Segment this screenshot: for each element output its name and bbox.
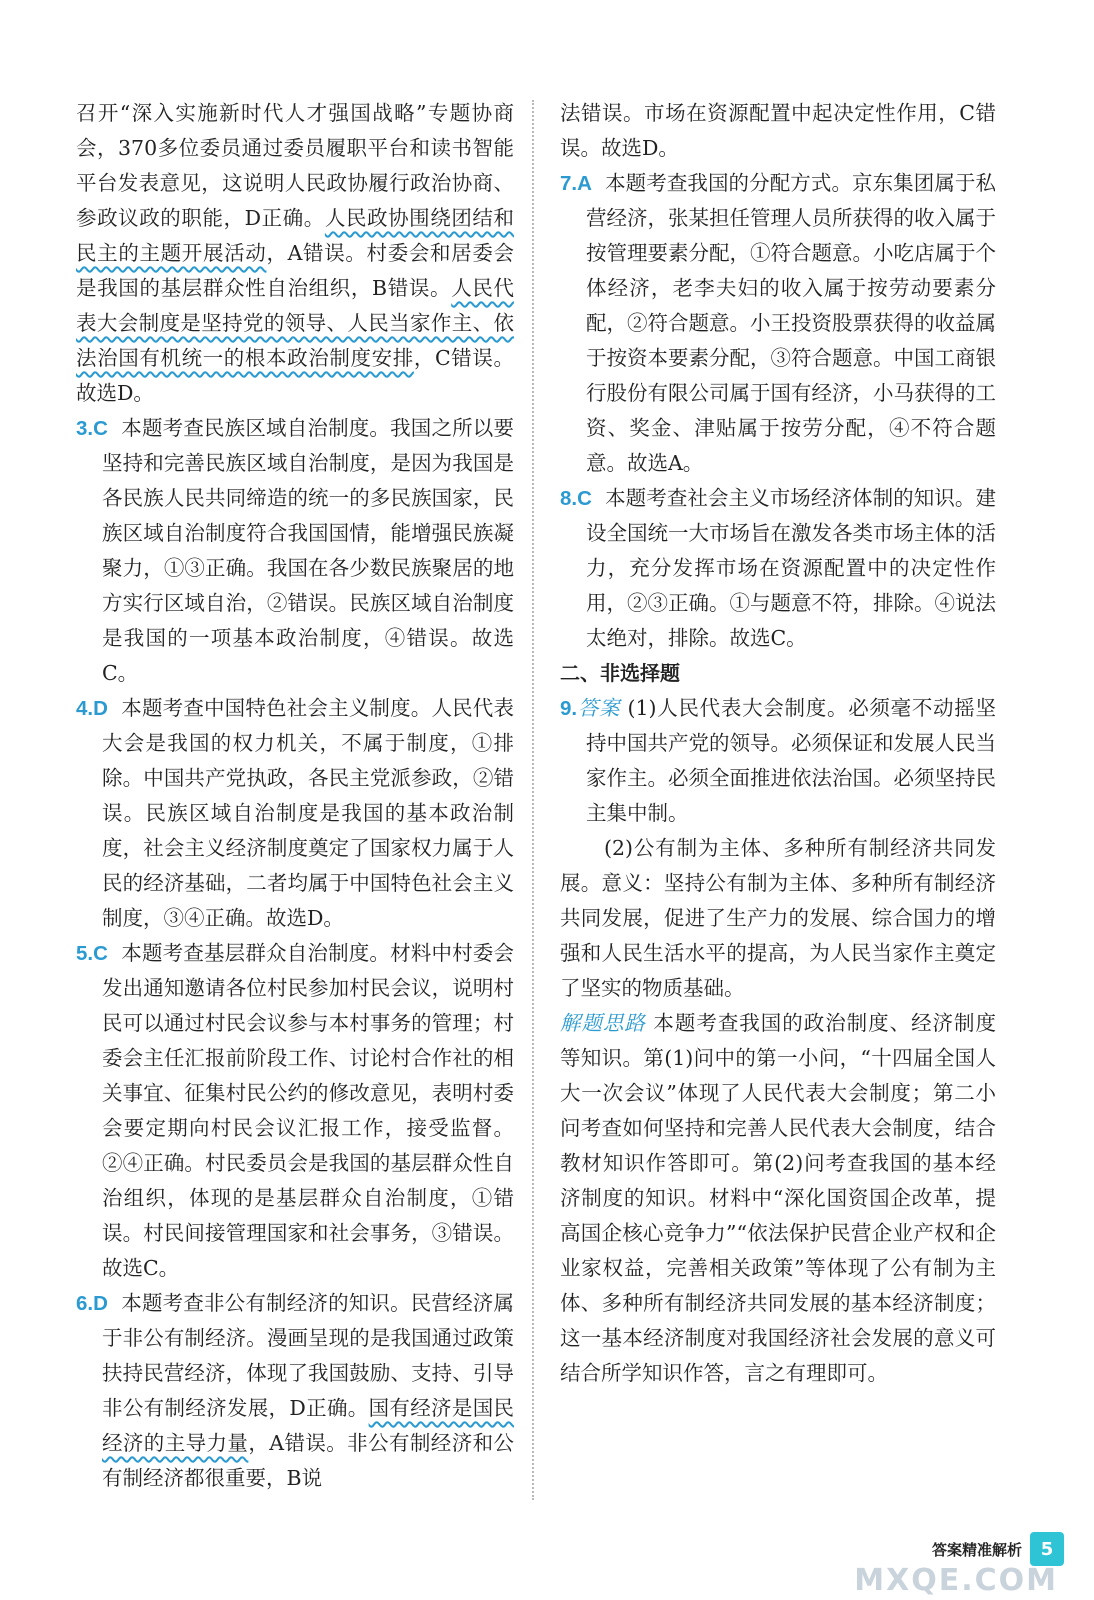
answer-item-9 [560, 691, 996, 831]
answer-number: 7.A [560, 172, 592, 195]
answer-number: 5.C [76, 942, 108, 965]
watermark-logo: MXQE.COM [854, 1563, 1058, 1598]
answer-text: 本题考查基层群众自治制度。材料中村委会发出通知邀请各位村民参加村民会议，说明村民可以通过村民会议参与本村事务的管理；村委会主任汇报前阶段工作、讨论村合作社的相关事宜、征集村民公约的修改意见，表明村委会要定期向村民会议汇报工作，接受监督。②④正确。村民委员会是我国的基层群众性自治组织，体现的是基层群众自治制度，①错误。村民间接管理国家和社会事务，③错误。故选C。 [102, 941, 514, 1280]
answer-text: 本题考查我国的分配方式。京东集团属于私营经济，张某担任管理人员所获得的收入属于按管理要素分配，①符合题意。小吃店属于个体经济，老李夫妇的收入属于按劳动要素分配，②符合题意。小王投资股票获得的收益属于按资本要素分配，③符合题意。中国工商银行股份有限公司属于国有经济，小马获得的工资、奖金、津贴属于按劳分配，④不符合题意。故选A。 [586, 171, 996, 475]
answer-text: 本题考查社会主义市场经济体制的知识。建设全国统一大市场旨在激发各类市场主体的活力，充分发挥市场在资源配置中的决定性作用，②③正确。①与题意不符，排除。④说法太绝对，排除。故选C。 [586, 486, 996, 650]
answer-text: 本题考查非公有制经济的知识。民营经济属于非公有制经济。漫画呈现的是我国通过政策扶持民营经济，体现了我国鼓励、支持、引导非公有制经济发展，D正确。 [102, 1291, 514, 1420]
page-footer [932, 1532, 1064, 1566]
page-number: 5 [1030, 1532, 1064, 1566]
answer-item-5 [76, 936, 514, 1286]
section-title: 二、非选择题 [560, 661, 680, 685]
underlined-keypoint: 人民政协围绕团结和民主的主题开展活动 [76, 206, 514, 265]
footer-label: 答案精准解析 [931, 1540, 1022, 1559]
answer-number: 3.C [76, 417, 108, 440]
answer-tag: 答案 [577, 696, 621, 720]
answer-text: (1)人民代表大会制度。必须毫不动摇坚持中国共产党的领导。必须保证和发展人民当家作主。必须全面推进依法治国。必须坚持民主集中制。 [586, 696, 996, 825]
answer-item-4 [76, 691, 514, 936]
answer-number: 8.C [560, 487, 592, 510]
answer-item-7 [560, 166, 996, 481]
underlined-keypoint: 人民代表大会制度是坚持党的领导、人民当家作主、依法治国有机统一的根本政治制度安排 [76, 276, 514, 370]
answer-text: 本题考查中国特色社会主义制度。人民代表大会是我国的权力机关，不属于制度，①排除。中国共产党执政，各民主党派参政，②错误。民族区域自治制度是我国的基本政治制度，社会主义经济制度奠定了国家权力属于人民的经济基础，二者均属于中国特色社会主义制度，③④正确。故选D。 [102, 696, 514, 930]
answer-item-3 [76, 411, 514, 691]
answer-item-6: 6.D 本题考查非公有制经济的知识。民营经济属于非公有制经济。漫画呈现的是我国通过政策扶持民营经济，体现了我国鼓励、支持、引导非公有制经济发展，D正确。国有经济是国民经济的主导力量，A错误。非公有制经济和公有制经济都很重要，B说 [76, 1291, 515, 1490]
column-divider [532, 100, 534, 1500]
left-column [76, 96, 514, 1496]
answer-text: 本题考查民族区域自治制度。我国之所以要坚持和完善民族区域自治制度，是因为我国是各民族人民共同缔造的统一的多民族国家，民族区域自治制度符合我国国情，能增强民族凝聚力，①③正确。我国在各少数民族聚居的地方实行区域自治，②错误。民族区域自治制度是我国的一项基本政治制度，④错误。故选C。 [102, 416, 514, 685]
answer-item-8 [560, 481, 996, 656]
intro-paragraph: 召开“深入实施新时代人才强国战略”专题协商会，370多位委员通过委员履职平台和读书智能平台发表意见，这说明人民政协履行政治协商、参政议政的职能，D正确。人民政协围绕团结和民主的主题开展活动，A错误。村委会和居委会是我国的基层群众性自治组织，B错误。人民代表大会制度是坚持党的领导、人民当家作主、依法治国有机统一的根本政治制度安排，C错误。故选D。 [76, 101, 515, 405]
answer-number: 4.D [76, 697, 108, 720]
answer-number: 9. [560, 697, 578, 720]
solution-tip [560, 1006, 996, 1391]
tip-tag: 解题思路 [560, 1011, 646, 1035]
underlined-keypoint: 国有经济是国民经济的主导力量 [102, 1396, 515, 1455]
answer-number: 6.D [76, 1292, 108, 1315]
tip-text: 本题考查我国的政治制度、经济制度等知识。第(1)问中的第一小问，“十四届全国人大一次会议”体现了人民代表大会制度；第二小问考查如何坚持和完善人民代表大会制度，结合教材知识作答即可。第(2)问考查我国的基本经济制度的知识。材料中“深化国资国企改革，提高国企核心竞争力”“依法保护民营企业产权和企业家权益，完善相关政策”等体现了公有制为主体、多种所有制经济共同发展的基本经济制度；这一基本经济制度对我国经济社会发展的意义可结合所学知识作答，言之有理即可。 [560, 1011, 997, 1385]
continued-paragraph: 法错误。市场在资源配置中起决定性作用，C错误。故选D。 [560, 101, 996, 160]
right-column [560, 96, 996, 1391]
answer-9-part-2: (2)公有制为主体、多种所有制经济共同发展。意义：坚持公有制为主体、多种所有制经济共同发展，促进了生产力的发展、综合国力的增强和人民生活水平的提高，为人民当家作主奠定了坚实的物质基础。 [560, 836, 996, 1000]
